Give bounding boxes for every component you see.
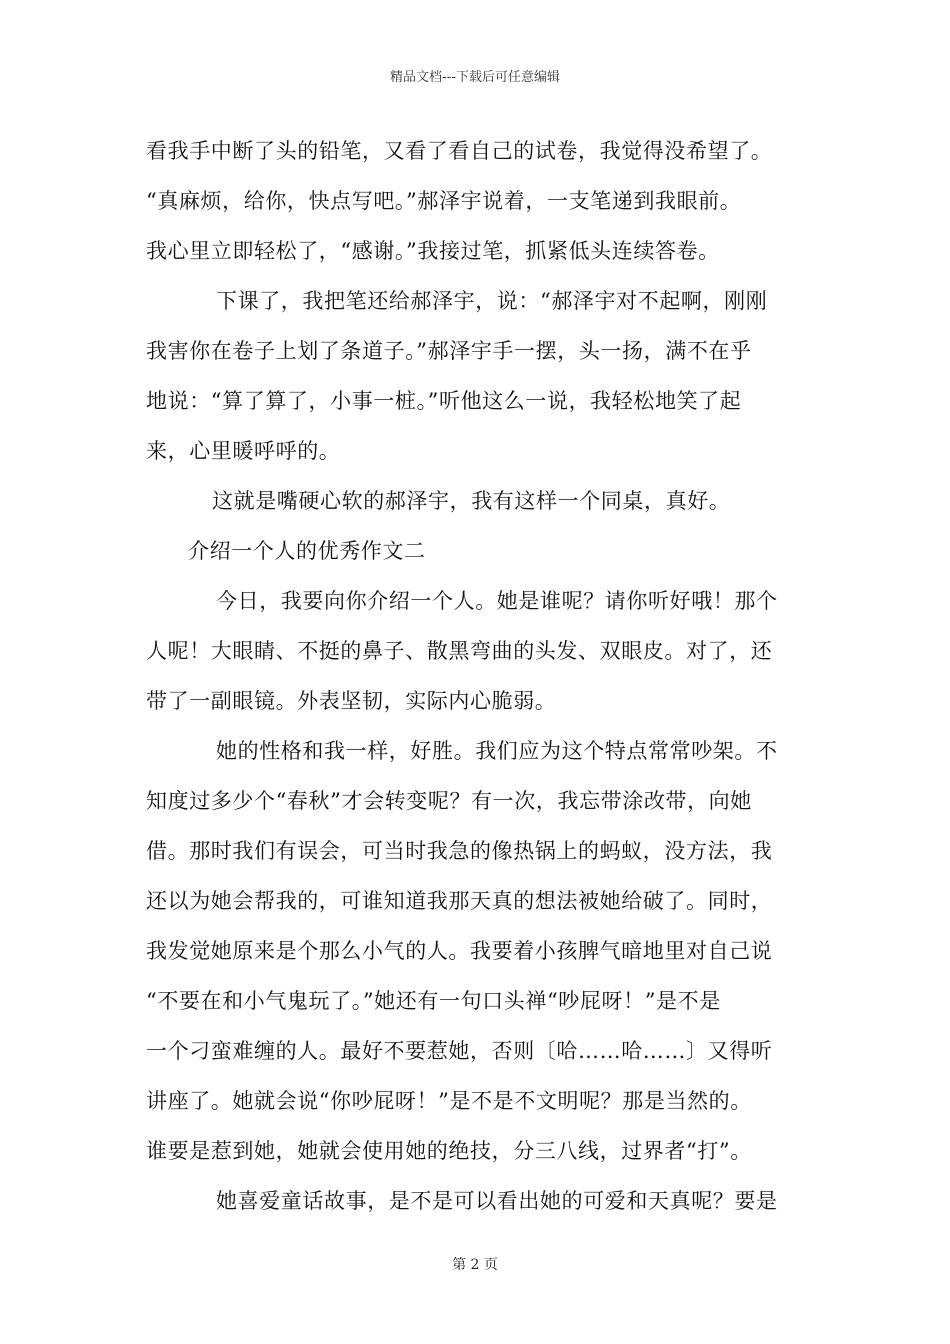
text-line: 看我手中断了头的铅笔，又看了看自己的试卷，我觉得没希望了。	[146, 139, 773, 163]
text-line: “不要在和小气鬼玩了。”她还有一句口头禅“吵屁呀！”是不是	[146, 989, 721, 1013]
text-line: 下课了，我把笔还给郝泽宇，说：“郝泽宇对不起啊，刚刚	[216, 289, 768, 313]
text-line: 借。那时我们有误会，可当时我急的像热锅上的蚂蚁，没方法，我	[146, 839, 773, 863]
section-title: 介绍一个人的优秀作文二	[188, 539, 426, 563]
text-line: 来，心里暖呼呼的。	[146, 439, 341, 463]
text-line: 讲座了。她就会说“你吵屁呀！”是不是不文明呢？那是当然的。	[146, 1089, 752, 1113]
text-line: 带了一副眼镜。外表坚韧，实际内心脆弱。	[146, 689, 557, 713]
text-line: 一个刁蛮难缠的人。最好不要惹她，否则〔哈……哈……〕又得听	[146, 1039, 773, 1063]
page-header: 精品文档---下载后可任意编辑	[389, 70, 561, 85]
text-line: 知度过多少个“春秋”才会转变呢？有一次，我忘带涂改带，向她	[146, 789, 752, 813]
text-line: 谁要是惹到她，她就会使用她的绝技，分三八线，过界者“打”。	[146, 1139, 752, 1163]
text-line: 她的性格和我一样，好胜。我们应为这个特点常常吵架。不	[216, 739, 778, 763]
text-line: 她喜爱童话故事，是不是可以看出她的可爱和天真呢？要是	[216, 1189, 778, 1213]
page-number: 第 2 页	[452, 1257, 498, 1273]
text-line: 人呢！大眼睛、不挺的鼻子、散黑弯曲的头发、双眼皮。对了，还	[146, 639, 773, 663]
text-line: 这就是嘴硬心软的郝泽宇，我有这样一个同桌，真好。	[212, 489, 731, 513]
text-line: 还以为她会帮我的，可谁知道我那天真的想法被她给破了。同时，	[146, 889, 773, 913]
text-line: “真麻烦，给你，快点写吧。”郝泽宇说着，一支笔递到我眼前。	[146, 189, 742, 213]
text-line: 我发觉她原来是个那么小气的人。我要着小孩脾气暗地里对自己说	[146, 939, 773, 963]
text-line: 地说：“算了算了，小事一桩。”听他这么一说，我轻松地笑了起	[146, 389, 742, 413]
text-line: 我心里立即轻松了，“感谢。”我接过笔，抓紧低头连续答卷。	[146, 239, 720, 263]
text-line: 我害你在卷子上划了条道子。”郝泽宇手一摆，头一扬，满不在乎	[146, 339, 752, 363]
text-line: 今日，我要向你介绍一个人。她是谁呢？请你听好哦！那个	[216, 589, 778, 613]
